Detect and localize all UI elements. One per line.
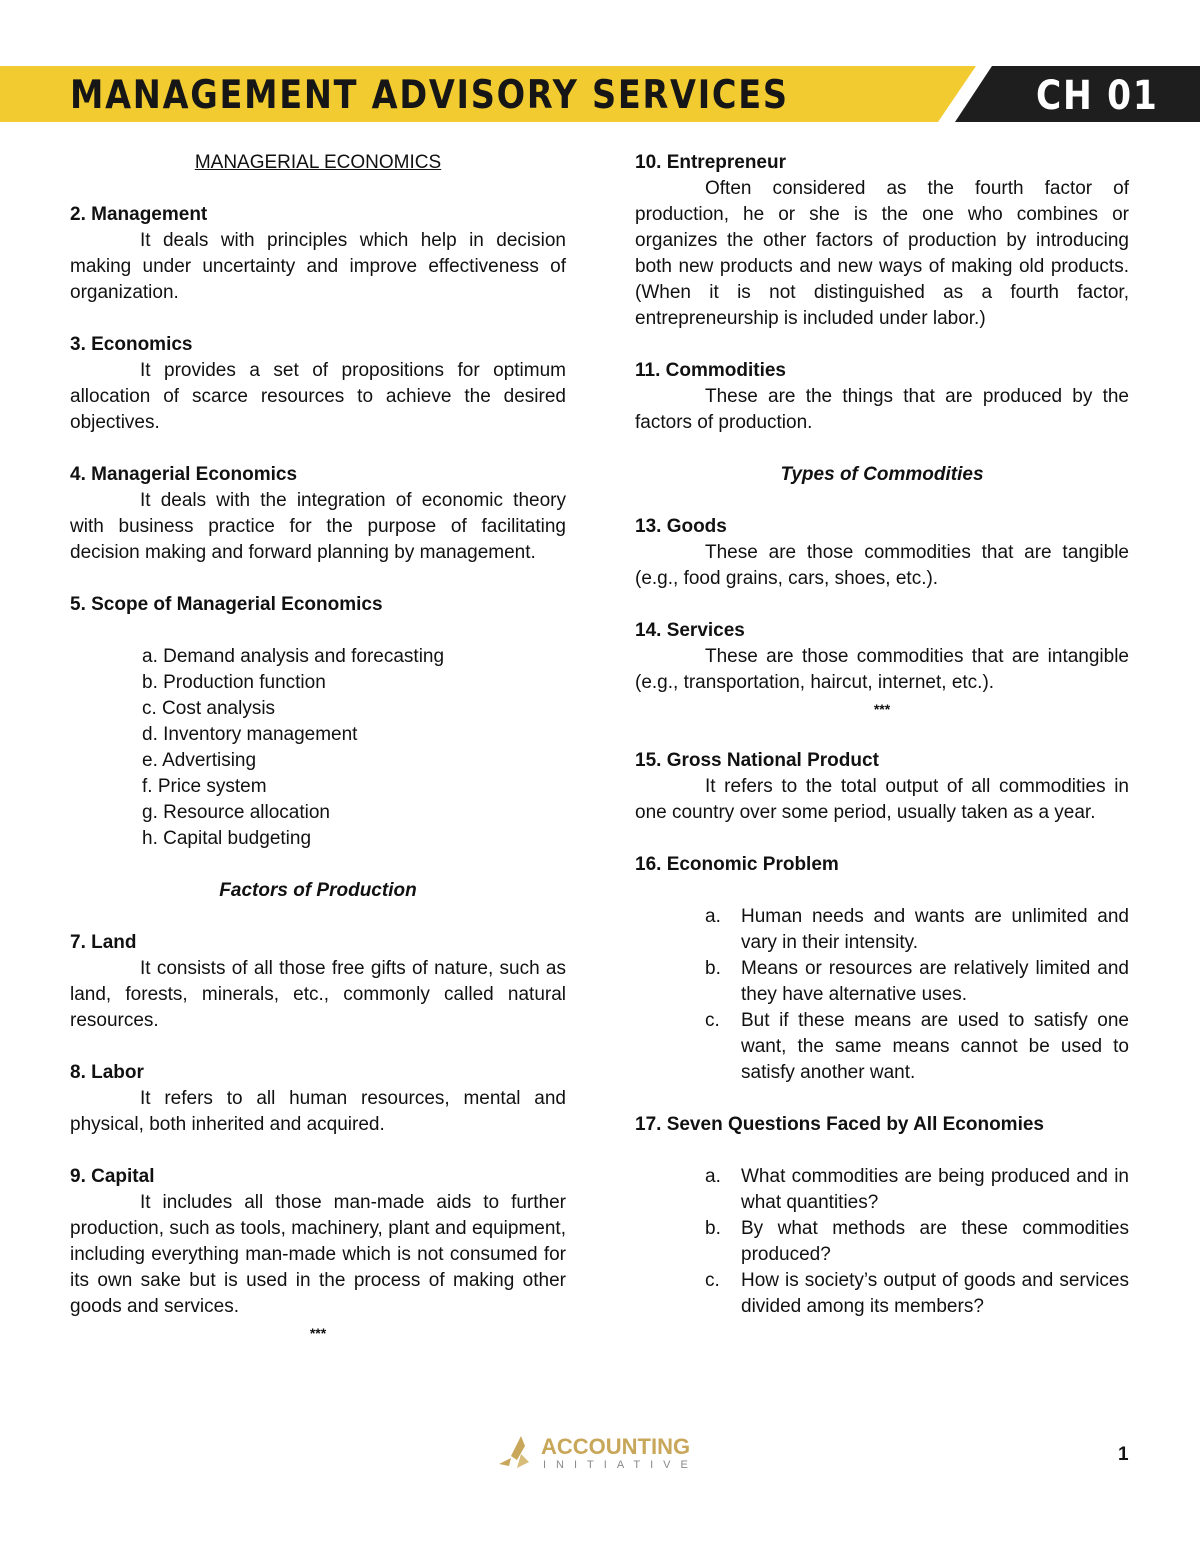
- section-title: 17. Seven Questions Faced by All Economies: [635, 1114, 1044, 1135]
- section-title: 16. Economic Problem: [635, 854, 839, 875]
- list-item: [635, 956, 1129, 1008]
- section-body: These are the things that are produced by the factors of production.: [635, 386, 1129, 433]
- list-text: But if these means are used to satisfy one want, the same means cannot be used to satisfy another want.: [741, 1010, 1129, 1083]
- page-number: 1: [1118, 1444, 1129, 1465]
- section-body: It refers to the total output of all commodities in one country over some period, usually taken as a year.: [635, 776, 1129, 823]
- list-item: c. Cost analysis: [142, 698, 276, 719]
- logo-wordmark: ACCOUNTING: [541, 1434, 691, 1459]
- list-letter: a.: [705, 906, 721, 927]
- section-title: 5. Scope of Managerial Economics: [70, 594, 383, 615]
- section-management: [70, 202, 566, 306]
- header-title: MANAGEMENT ADVISORY SERVICES: [70, 73, 789, 118]
- section-entrepreneur: [635, 150, 1129, 332]
- section-body: Often considered as the fourth factor of production, he or she is the one who combines or organizes the other factors of production by introducing both new products and new ways of making old products. (When it is not distinguished as a fourth factor, entrepreneurship is included under labor.): [635, 178, 1129, 329]
- chapter-label: CH 01: [1036, 73, 1159, 119]
- types-heading: Types of Commodities: [780, 464, 984, 485]
- section-title: 11. Commodities: [635, 360, 786, 381]
- list-item: d. Inventory management: [142, 724, 358, 745]
- section-commodities: [635, 358, 1129, 436]
- section-body: These are those commodities that are intangible (e.g., transportation, haircut, internet, etc.).: [635, 646, 1129, 693]
- list-item: [635, 1008, 1129, 1086]
- list-text: Human needs and wants are unlimited and vary in their intensity.: [741, 906, 1129, 953]
- section-gnp: [635, 748, 1129, 826]
- list-item: [635, 1216, 1129, 1268]
- section-title: 9. Capital: [70, 1166, 155, 1187]
- list-item: [635, 1268, 1129, 1320]
- section-body: It refers to all human resources, mental and physical, both inherited and acquired.: [70, 1088, 566, 1135]
- section-scope: [70, 592, 566, 852]
- factors-heading: Factors of Production: [219, 880, 417, 901]
- left-column: [70, 150, 566, 1346]
- list-item: a. Demand analysis and forecasting: [142, 646, 445, 667]
- accounting-initiative-logo: [497, 1432, 707, 1476]
- scope-list: [70, 644, 566, 852]
- section-divider: ***: [309, 1325, 327, 1341]
- section-title: 13. Goods: [635, 516, 727, 537]
- logo-subtitle: INITIATIVE: [543, 1459, 698, 1471]
- section-land: [70, 930, 566, 1034]
- section-divider: ***: [873, 701, 891, 717]
- list-item: h. Capital budgeting: [142, 828, 312, 849]
- list-letter: c.: [705, 1270, 720, 1291]
- right-column: [635, 150, 1129, 1320]
- list-item: e. Advertising: [142, 750, 257, 771]
- section-managerial-economics: [70, 462, 566, 566]
- section-title: 8. Labor: [70, 1062, 144, 1083]
- list-letter: a.: [705, 1166, 721, 1187]
- section-body: It deals with principles which help in decision making under uncertainty and improve effectiveness of organization.: [70, 230, 566, 303]
- section-body: These are those commodities that are tangible (e.g., food grains, cars, shoes, etc.).: [635, 542, 1129, 589]
- list-item: f. Price system: [142, 776, 267, 797]
- list-text: By what methods are these commodities produced?: [741, 1218, 1129, 1265]
- seven-questions-list: [635, 1164, 1129, 1320]
- document-title: MANAGERIAL ECONOMICS: [194, 152, 442, 173]
- section-capital: [70, 1164, 566, 1320]
- section-title: 10. Entrepreneur: [635, 152, 786, 173]
- section-seven-questions: [635, 1112, 1129, 1320]
- section-body: It deals with the integration of economic theory with business practice for the purpose of facilitating decision making and forward planning by management.: [70, 490, 566, 563]
- list-letter: c.: [705, 1010, 720, 1031]
- list-text: How is society’s output of goods and services divided among its members?: [741, 1270, 1129, 1317]
- page-header: [0, 66, 1200, 122]
- section-labor: [70, 1060, 566, 1138]
- section-title: 15. Gross National Product: [635, 750, 879, 771]
- section-title: 2. Management: [70, 204, 208, 225]
- logo-mark-icon: [497, 1432, 537, 1472]
- section-title: 4. Managerial Economics: [70, 464, 298, 485]
- list-text: Means or resources are relatively limited and they have alternative uses.: [741, 958, 1129, 1005]
- list-item: g. Resource allocation: [142, 802, 330, 823]
- section-goods: [635, 514, 1129, 592]
- section-title: 7. Land: [70, 932, 137, 953]
- list-item: [635, 1164, 1129, 1216]
- list-item: b. Production function: [142, 672, 326, 693]
- section-title: 14. Services: [635, 620, 745, 641]
- section-body: It provides a set of propositions for optimum allocation of scarce resources to achieve the desired objectives.: [70, 360, 566, 433]
- list-item: [635, 904, 1129, 956]
- list-letter: b.: [705, 1218, 721, 1239]
- section-services: [635, 618, 1129, 696]
- section-economics: [70, 332, 566, 436]
- section-body: It includes all those man-made aids to further production, such as tools, machinery, plant and equipment, including everything man-made which is not consumed for its own sake but is used in the process of making other goods and services.: [70, 1192, 566, 1317]
- section-body: It consists of all those free gifts of nature, such as land, forests, minerals, etc., commonly called natural resources.: [70, 958, 566, 1031]
- section-title: 3. Economics: [70, 334, 193, 355]
- list-letter: b.: [705, 958, 721, 979]
- section-economic-problem: [635, 852, 1129, 1086]
- economic-problem-list: [635, 904, 1129, 1086]
- list-text: What commodities are being produced and in what quantities?: [741, 1166, 1129, 1213]
